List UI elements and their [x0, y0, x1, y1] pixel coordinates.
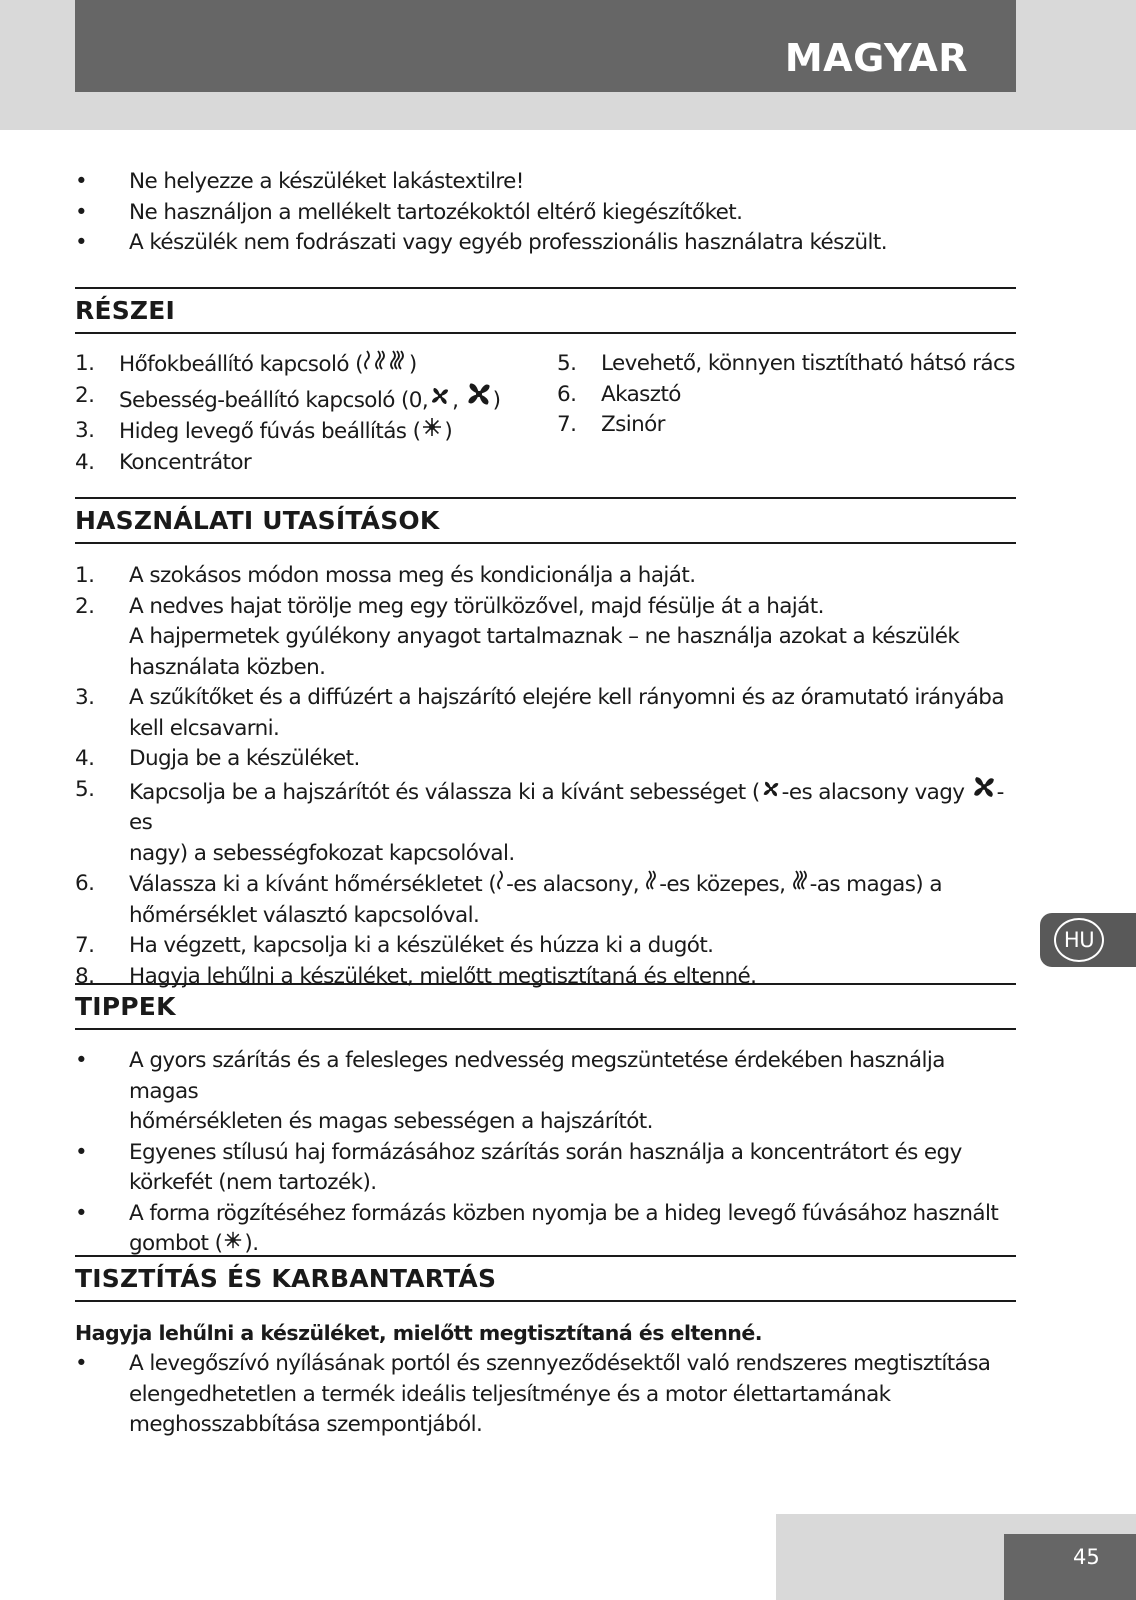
list-item: 1. A szokásos módon mossa meg és kondicionálja a haját. [75, 563, 696, 588]
tips-list [75, 1046, 1016, 1260]
list-item: • A forma rögzítéséhez formázás közben nyomja be a hideg levegő fúvásához használt gombot ( ). [75, 1200, 999, 1256]
section-header-usage [75, 497, 1016, 544]
section-header-tips [75, 983, 1016, 1030]
section-heading: TISZTÍTÁS ÉS KARBANTARTÁS [75, 1264, 497, 1293]
cleaning-list [75, 1349, 1016, 1441]
fan-low-icon [429, 385, 451, 407]
list-item: 5. Levehető, könnyen tisztítható hátsó rács [557, 351, 1015, 376]
section-header-parts [75, 287, 1016, 334]
header-bar [75, 0, 1016, 92]
list-item: 4. Dugja be a készüléket. [75, 746, 360, 771]
intro-bullet-list [75, 167, 1016, 259]
parts-list [75, 349, 1016, 478]
list-item: 1. Hőfokbeállító kapcsoló ( ) [75, 351, 417, 377]
heat-wave-icon [497, 869, 505, 891]
list-item: 4. Koncentrátor [75, 449, 252, 475]
heat-wave-icon [646, 869, 658, 891]
section-header-cleaning [75, 1255, 1016, 1302]
fan-high-icon [972, 775, 996, 799]
list-item: • A készülék nem fodrászati vagy egyéb professzionális használatra készült. [75, 228, 1016, 259]
footer-box [1004, 1534, 1136, 1600]
list-item: 6. Válassza ki a kívánt hőmérsékletet ( -es alacsony, -es közepes, -as magas) a hőmérséklet választó kapcsolóval. [75, 871, 942, 928]
section-heading: RÉSZEI [75, 296, 176, 325]
section-heading: HASZNÁLATI UTASÍTÁSOK [75, 506, 440, 535]
list-item: 7. Ha végzett, kapcsolja ki a készüléket és húzza ki a dugót. [75, 933, 714, 958]
bullet-mark: • [75, 230, 88, 255]
section-heading: TIPPEK [75, 992, 176, 1021]
list-item: 6. Akasztó [557, 381, 681, 407]
list-item: 7. Zsinór [557, 412, 665, 437]
snowflake-icon [223, 1230, 243, 1250]
list-item: 8. Hagyja lehűlni a készüléket, mielőtt megtisztítaná és eltenné. [75, 963, 757, 989]
bullet-mark: • [75, 199, 88, 225]
list-item: • Ne helyezze a készüléket lakástextilre! [75, 167, 1016, 198]
cleaning-warning: Hagyja lehűlni a készüléket, mielőtt megtisztítaná és eltenné. [75, 1321, 763, 1345]
list-item: 2. Sebesség-beállító kapcsoló (0, , ) [75, 382, 501, 413]
usage-list [75, 561, 1016, 992]
parts-column-left [75, 349, 557, 478]
list-item: 2. A nedves hajat törölje meg egy törülközővel, majd fésülje át a haját. A hajpermetek gyúlékony anyagot tartalmaznak – ne használja azokat a készülék használata közben. [75, 593, 960, 680]
list-item: 3. Hideg levegő fúvás beállítás ( ) [75, 418, 453, 444]
bullet-mark: • [75, 169, 88, 194]
heat-wave-icon [364, 349, 408, 371]
list-item: 5. Kapcsolja be a hajszárítót és válassza ki a kívánt sebességet ( -es alacsony vagy -es nagy) a sebességfokozat kapcsolóval. [75, 776, 1004, 866]
fan-low-icon [761, 779, 781, 799]
list-item: • A levegőszívó nyílásának portól és szennyeződésektől való rendszeres megtisztítása elengedhetetlen a termék ideális teljesítménye és a motor élettartamának meghosszabbítása szempontjából. [75, 1351, 991, 1437]
page-number: 45 [1073, 1545, 1100, 1569]
list-item: 3. A szűkítőket és a diffúzért a hajszárító elejére kell rányomni és az óramutató irányába kell elcsavarni. [75, 685, 1004, 741]
parts-column-right [557, 349, 1015, 478]
language-badge: HU [1054, 918, 1104, 962]
language-tab [1040, 913, 1136, 967]
snowflake-icon [421, 416, 443, 438]
heat-wave-icon [793, 869, 809, 891]
list-item: • Ne használjon a mellékelt tartozékoktól eltérő kiegészítőket. [75, 198, 1016, 229]
list-item: • Egyenes stílusú haj formázásához szárítás során használja a koncentrátort és egy körkefét (nem tartozék). [75, 1139, 962, 1195]
fan-high-icon [466, 381, 492, 407]
list-item: • A gyors szárítás és a felesleges nedvesség megszüntetése érdekében használja magas hőmérsékleten és magas sebességen a hajszárítót. [75, 1048, 945, 1134]
header-title: MAGYAR [784, 36, 968, 80]
